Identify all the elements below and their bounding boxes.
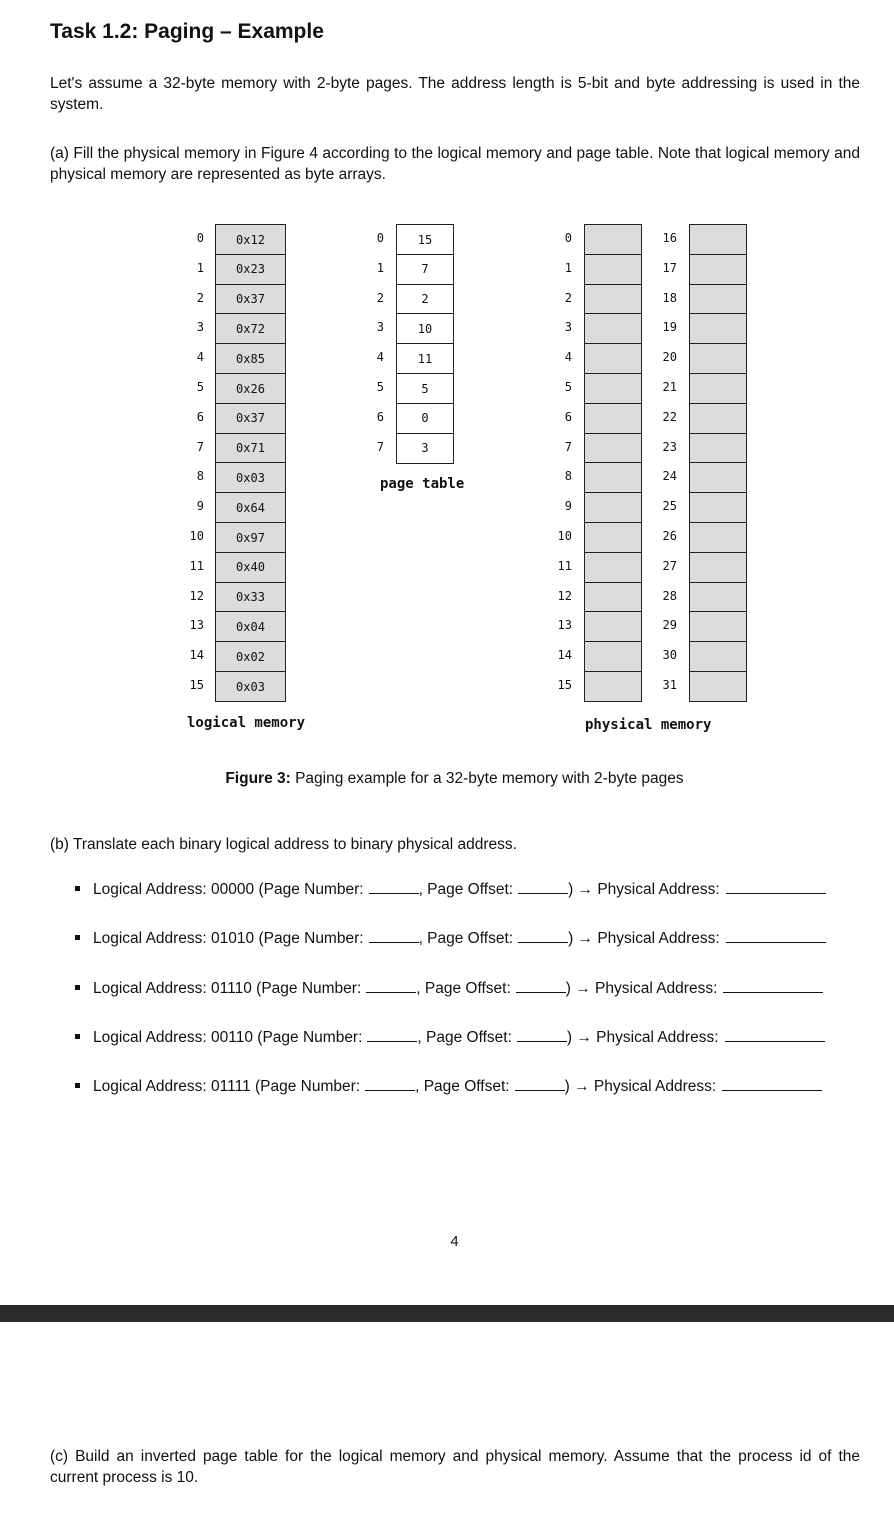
logical-memory-cell: 0x03 [215, 671, 286, 702]
page-divider [0, 1305, 894, 1322]
translation-prefix: Logical Address: 01111 (Page Number: [93, 1078, 361, 1096]
physical-memory-cell [584, 343, 642, 374]
logical-memory-index: 9 [196, 499, 204, 514]
physical-memory-label: physical memory [585, 717, 712, 733]
page-number-blank [365, 1089, 415, 1091]
part-b-text: (b) Translate each binary logical address to binary physical address. [50, 836, 517, 853]
physical-memory-cell [689, 522, 747, 553]
page-number-blank [369, 941, 419, 943]
logical-memory-cell: 0x02 [215, 641, 286, 672]
physical-address-blank [723, 991, 823, 993]
page-offset-blank [515, 1089, 565, 1091]
translation-item [75, 980, 823, 1002]
translation-item [75, 881, 826, 903]
logical-memory-cell: 0x71 [215, 433, 286, 464]
physical-memory-index: 8 [564, 469, 572, 484]
translation-mid: , Page Offset: [418, 930, 514, 948]
physical-memory-index: 22 [662, 409, 677, 424]
physical-memory-index: 23 [662, 439, 677, 454]
logical-memory-cell: 0x04 [215, 611, 286, 642]
logical-memory-cell: 0x64 [215, 492, 286, 523]
page-table-index: 1 [376, 260, 384, 275]
physical-memory-cell [689, 313, 747, 344]
page-table-entry: 11 [396, 343, 454, 374]
page-offset-blank [517, 1040, 567, 1042]
physical-memory-cell [584, 284, 642, 315]
logical-memory-cell: 0x03 [215, 462, 286, 493]
translation-suffix: ) → Physical Address: [565, 979, 718, 997]
physical-memory-index: 28 [662, 588, 677, 603]
logical-memory-cell: 0x85 [215, 343, 286, 374]
page-table-index: 0 [376, 231, 384, 245]
logical-memory-index: 3 [196, 320, 204, 335]
physical-memory-cell [584, 224, 642, 255]
logical-memory-label: logical memory [187, 715, 306, 731]
page-table-entry: 15 [396, 224, 454, 255]
page-table-label: page table [380, 476, 465, 492]
physical-memory-cell [584, 552, 642, 583]
translation-item [75, 1029, 825, 1051]
physical-memory-cell [689, 671, 747, 702]
translation-prefix: Logical Address: 00000 (Page Number: [93, 881, 364, 898]
page-table-index: 7 [376, 439, 384, 454]
logical-memory-cell: 0x26 [215, 373, 286, 404]
physical-memory-index: 13 [557, 618, 572, 633]
physical-memory-cell [584, 582, 642, 613]
translation-mid: , Page Offset: [415, 1078, 510, 1096]
figure-caption-label: Figure 3: [225, 770, 291, 787]
logical-memory-cell: 0x23 [215, 254, 286, 285]
logical-memory-cell: 0x72 [215, 313, 286, 344]
physical-memory-index: 5 [564, 380, 572, 394]
physical-memory-index: 4 [564, 350, 572, 365]
physical-memory-cell [689, 224, 747, 255]
translation-mid: , Page Offset: [417, 1028, 512, 1046]
physical-address-blank [726, 892, 826, 894]
physical-memory-cell [584, 373, 642, 404]
physical-memory-cell [689, 433, 747, 464]
translation-prefix: Logical Address: 00110 (Page Number: [93, 1028, 363, 1046]
physical-memory-cell [584, 254, 642, 285]
physical-memory-index: 29 [662, 618, 677, 633]
page-number: 4 [450, 1233, 459, 1250]
logical-memory-index: 0 [196, 231, 204, 245]
physical-memory-index: 27 [662, 558, 677, 573]
physical-memory-cell [584, 641, 642, 672]
page-table-entry: 0 [396, 403, 454, 434]
physical-memory-index: 6 [564, 409, 572, 424]
physical-memory-cell [689, 343, 747, 374]
logical-memory-index: 15 [189, 678, 204, 692]
logical-memory-index: 14 [189, 648, 204, 663]
bullet-marker [75, 935, 80, 940]
physical-memory-index: 7 [564, 439, 572, 454]
translation-prefix: Logical Address: 01110 (Page Number: [93, 979, 362, 997]
logical-memory-index: 7 [196, 439, 204, 454]
part-c-text: (c) Build an inverted page table for the logical memory and physical memory. Assume that the process id of the current process is 10. [50, 1448, 860, 1486]
physical-memory-index: 16 [662, 231, 677, 245]
logical-memory-index: 6 [196, 409, 204, 424]
bullet-marker [75, 1034, 80, 1039]
physical-memory-index: 19 [662, 320, 677, 335]
logical-memory-cell: 0x12 [215, 224, 286, 255]
physical-memory-cell [689, 641, 747, 672]
logical-memory-index: 13 [189, 618, 204, 633]
translation-prefix: Logical Address: 01010 (Page Number: [93, 930, 364, 948]
physical-memory-index: 9 [564, 499, 572, 514]
page-table-index: 6 [376, 409, 384, 424]
physical-memory-cell [689, 284, 747, 315]
physical-memory-cell [584, 522, 642, 553]
translation-suffix: ) → Physical Address: [566, 1028, 719, 1046]
physical-memory-cell [689, 492, 747, 523]
page-table-entry: 5 [396, 373, 454, 404]
page-number-blank [369, 892, 419, 894]
physical-memory-cell [584, 403, 642, 434]
logical-memory-cell: 0x37 [215, 284, 286, 315]
page-table-entry: 2 [396, 284, 454, 315]
page-table-index: 2 [376, 290, 384, 305]
physical-memory-index: 12 [557, 588, 572, 603]
part-a-text: (a) Fill the physical memory in Figure 4 according to the logical memory and page table. Note that logical memory and physical memory are represented as byte arrays. [50, 145, 860, 183]
physical-memory-cell [584, 671, 642, 702]
physical-memory-index: 31 [662, 678, 677, 692]
physical-memory-cell [584, 611, 642, 642]
page-number-blank [367, 1040, 417, 1042]
physical-memory-index: 25 [662, 499, 677, 514]
physical-address-blank [725, 1040, 825, 1042]
physical-memory-cell [584, 433, 642, 464]
figure-caption [0, 770, 894, 788]
physical-memory-cell [689, 254, 747, 285]
translation-item [75, 930, 826, 952]
logical-memory-index: 5 [196, 380, 204, 394]
physical-memory-cell [584, 462, 642, 493]
translation-suffix: ) → Physical Address: [568, 881, 720, 898]
bullet-marker [75, 985, 80, 990]
page-table-index: 3 [376, 320, 384, 335]
logical-memory-index: 2 [196, 290, 204, 305]
physical-memory-cell [689, 611, 747, 642]
page-offset-blank [518, 892, 568, 894]
physical-memory-index: 0 [564, 231, 572, 245]
logical-memory-cell: 0x33 [215, 582, 286, 613]
translation-mid: , Page Offset: [416, 979, 511, 997]
translation-suffix: ) → Physical Address: [568, 930, 720, 948]
physical-memory-index: 2 [564, 290, 572, 305]
physical-memory-index: 10 [557, 529, 572, 543]
physical-memory-cell [584, 492, 642, 523]
translation-suffix: ) → Physical Address: [564, 1078, 717, 1096]
physical-memory-index: 1 [564, 260, 572, 275]
page-table-entry: 7 [396, 254, 454, 285]
physical-memory-index: 20 [662, 350, 677, 365]
physical-memory-cell [584, 313, 642, 344]
page-number-blank [366, 991, 416, 993]
bullet-marker [75, 886, 80, 891]
physical-memory-index: 3 [564, 320, 572, 335]
task-title: Task 1.2: Paging – Example [50, 20, 324, 43]
logical-memory-index: 10 [189, 529, 204, 543]
physical-address-blank [722, 1089, 822, 1091]
logical-memory-cell: 0x97 [215, 522, 286, 553]
translation-item [75, 1078, 822, 1100]
page-offset-blank [516, 991, 566, 993]
physical-memory-index: 26 [662, 529, 677, 543]
logical-memory-index: 12 [189, 588, 204, 603]
intro-paragraph: Let's assume a 32-byte memory with 2-byte pages. The address length is 5-bit and byte addressing is used in the system. [50, 75, 860, 113]
physical-memory-index: 17 [662, 260, 677, 275]
logical-memory-cell: 0x37 [215, 403, 286, 434]
logical-memory-index: 1 [196, 260, 204, 275]
physical-memory-index: 18 [662, 290, 677, 305]
page-table-entry: 3 [396, 433, 454, 464]
physical-memory-index: 11 [557, 558, 572, 573]
physical-memory-index: 15 [557, 678, 572, 692]
page-offset-blank [518, 941, 568, 943]
physical-memory-index: 21 [662, 380, 677, 394]
physical-memory-index: 14 [557, 648, 572, 663]
physical-memory-cell [689, 373, 747, 404]
page-table-index: 4 [376, 350, 384, 365]
physical-memory-cell [689, 403, 747, 434]
logical-memory-cell: 0x40 [215, 552, 286, 583]
logical-memory-index: 4 [196, 350, 204, 365]
physical-memory-cell [689, 582, 747, 613]
figure-caption-text: Paging example for a 32-byte memory with 2-byte pages [295, 770, 684, 787]
logical-memory-index: 8 [196, 469, 204, 484]
physical-memory-index: 30 [662, 648, 677, 663]
physical-memory-cell [689, 462, 747, 493]
page-table-index: 5 [376, 380, 384, 394]
physical-memory-cell [689, 552, 747, 583]
translation-mid: , Page Offset: [418, 881, 514, 898]
bullet-marker [75, 1083, 80, 1088]
logical-memory-index: 11 [189, 558, 204, 573]
page-table-entry: 10 [396, 313, 454, 344]
physical-memory-index: 24 [662, 469, 677, 484]
physical-address-blank [726, 941, 826, 943]
